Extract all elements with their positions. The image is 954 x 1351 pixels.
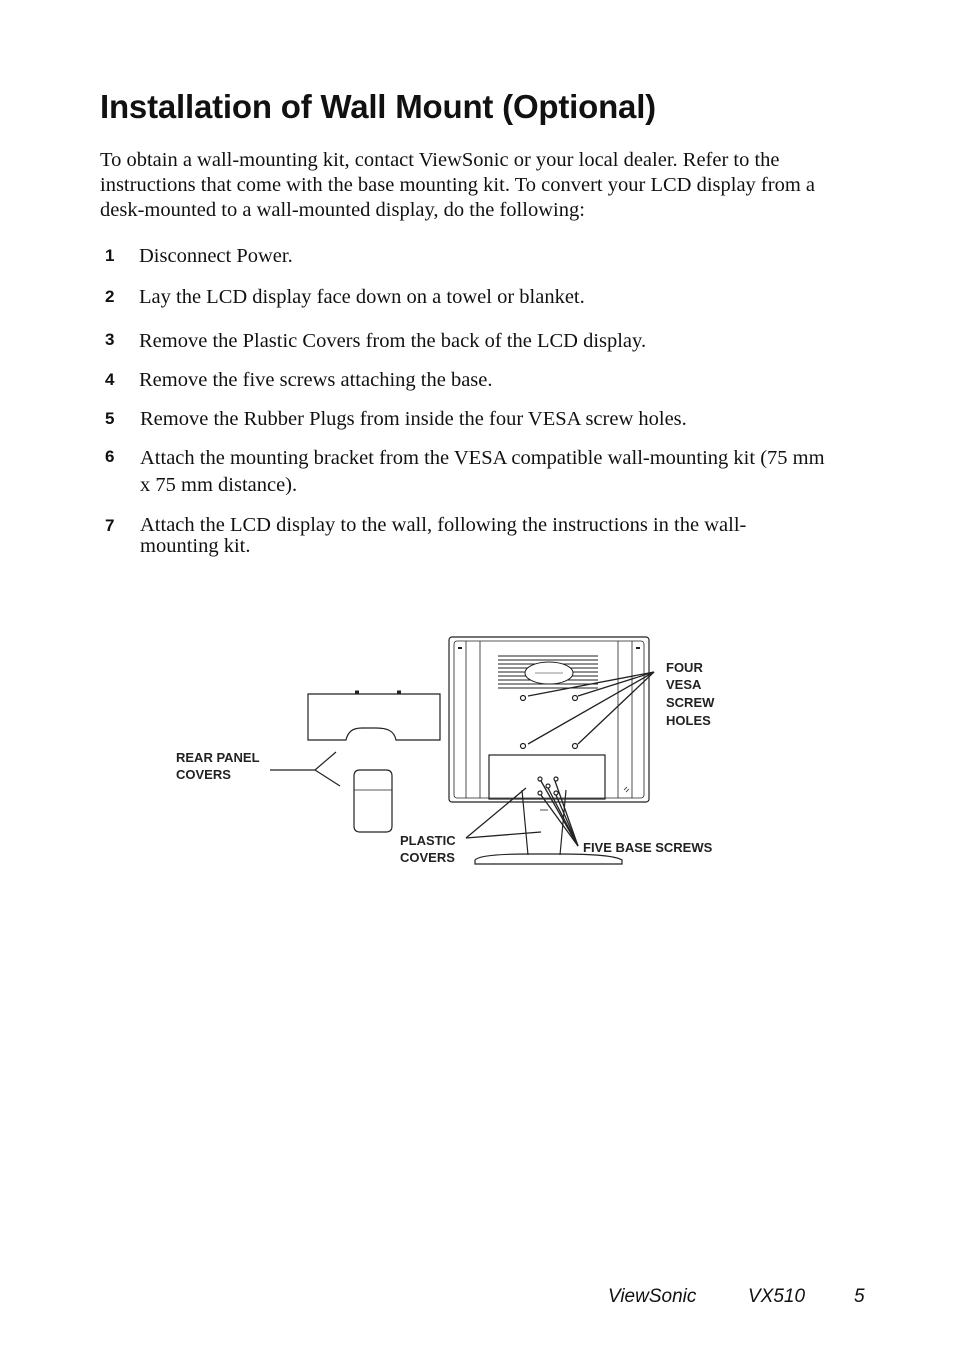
label-rear-panel-covers: COVERS: [176, 767, 231, 782]
leader-line: [315, 752, 336, 770]
plastic-leader-lines: [466, 788, 541, 838]
vesa-hole: [521, 696, 526, 701]
base-screw: [538, 791, 542, 795]
stand-base: [475, 854, 622, 864]
label-vesa-holes: SCREW: [666, 695, 715, 710]
step-number: 2: [105, 287, 115, 306]
step-number: 5: [105, 409, 115, 428]
label-five-base-screws: FIVE BASE SCREWS: [583, 840, 713, 855]
step-text: Remove the Plastic Covers from the back of the LCD display.: [139, 330, 647, 352]
label-plastic-covers: COVERS: [400, 850, 455, 865]
leader-line: [315, 770, 340, 786]
step-text: Attach the mounting bracket from the VESA compatible wall-mounting kit (75 mm x 75 mm distance).: [140, 447, 825, 496]
label-vesa-holes: HOLES: [666, 713, 711, 728]
step-text: Attach the LCD display to the wall, following the instructions in the wall-mounting kit.: [140, 514, 747, 557]
vesa-hole: [573, 744, 578, 749]
base-screw: [546, 784, 550, 788]
vesa-hole: [573, 696, 578, 701]
step-text: Disconnect Power.: [139, 245, 293, 267]
footer-model: VX510: [748, 1286, 806, 1307]
footer-brand: ViewSonic: [608, 1286, 697, 1307]
base-screw: [538, 777, 542, 781]
step-number: 3: [105, 330, 115, 349]
base-screw: [554, 777, 558, 781]
step-number: 6: [105, 447, 115, 466]
step-number: 4: [105, 370, 115, 389]
cable-clip: [624, 787, 629, 792]
vesa-hole: [521, 744, 526, 749]
step-number: 1: [105, 246, 115, 265]
base-screw: [554, 791, 558, 795]
footer-page-number: 5: [854, 1286, 865, 1307]
label-vesa-holes: FOUR: [666, 660, 703, 675]
rear-panel-cover-small: [354, 770, 392, 832]
step-text: Remove the five screws attaching the base.: [139, 369, 493, 391]
intro-paragraph: To obtain a wall-mounting kit, contact ViewSonic or your local dealer. Refer to the instructions that come with the base mounting kit. To convert your LCD display from a desk-mounted to a wall-mounted display, do the following:: [100, 149, 815, 221]
rear-panel-cover-large: [308, 694, 440, 740]
step-text: Remove the Rubber Plugs from inside the four VESA screw holes.: [140, 408, 687, 430]
screw-leader-lines: [541, 781, 578, 846]
step-number: 7: [105, 516, 115, 535]
label-plastic-covers: PLASTIC: [400, 833, 456, 848]
step-text: Lay the LCD display face down on a towel or blanket.: [139, 286, 585, 308]
label-rear-panel-covers: REAR PANEL: [176, 750, 260, 765]
page-title: Installation of Wall Mount (Optional): [100, 88, 656, 125]
label-vesa-holes: VESA: [666, 677, 702, 692]
